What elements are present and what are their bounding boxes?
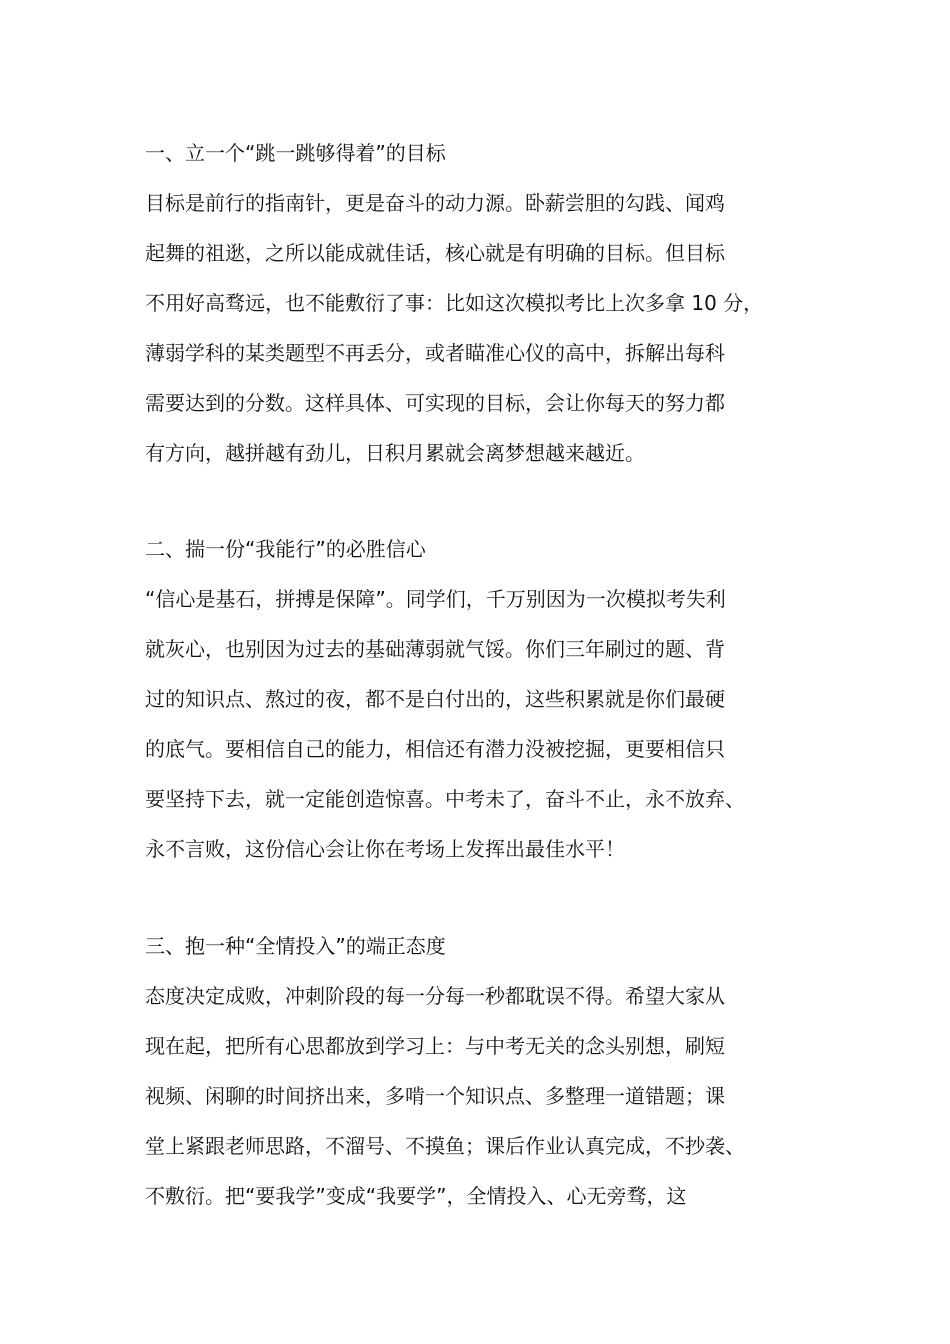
section-goal — [145, 128, 835, 478]
paragraph-line: 态度决定成败，冲刺阶段的每一分每一秒都耽误不得。希望大家从 — [145, 984, 725, 1008]
paragraph-line: 目标是前行的指南针，更是奋斗的动力源。卧薪尝胆的勾践、闻鸡 — [145, 191, 725, 215]
section-heading: 二、揣一份“我能行”的必胜信心 — [145, 537, 426, 561]
paragraph-line: 堂上紧跟老师思路，不溜号、不摸鱼；课后作业认真完成，不抄袭、 — [145, 1134, 745, 1158]
paragraph-line: 不用好高骛远，也不能敷衍了事：比如这次模拟考比上次多拿 10 分， — [145, 291, 764, 315]
section-attitude — [145, 921, 835, 1221]
paragraph-line: 起舞的祖逖，之所以能成就佳话，核心就是有明确的目标。但目标 — [145, 241, 725, 265]
paragraph-line: 永不言败，这份信心会让你在考场上发挥出最佳水平！ — [145, 837, 625, 861]
paragraph-line: 需要达到的分数。这样具体、可实现的目标，会让你每天的努力都 — [145, 391, 725, 415]
paragraph-line: 有方向，越拼越有劲儿，日积月累就会离梦想越来越近。 — [145, 441, 645, 465]
paragraph-line: 不敷衍。把“要我学”变成“我要学”，全情投入、心无旁骛，这 — [145, 1184, 687, 1208]
paragraph-line: 现在起，把所有心思都放到学习上：与中考无关的念头别想，刷短 — [145, 1034, 725, 1058]
paragraph-line: 视频、闲聊的时间挤出来，多啃一个知识点、多整理一道错题；课 — [145, 1084, 725, 1108]
section-heading: 三、抱一种“全情投入”的端正态度 — [145, 934, 446, 958]
section-heading: 一、立一个“跳一跳够得着”的目标 — [145, 141, 446, 165]
paragraph-line: 就灰心，也别因为过去的基础薄弱就气馁。你们三年刷过的题、背 — [145, 637, 725, 661]
section-confidence — [145, 524, 835, 874]
paragraph-line: “信心是基石，拼搏是保障”。同学们，千万别因为一次模拟考失利 — [145, 587, 726, 611]
paragraph-line: 要坚持下去，就一定能创造惊喜。中考未了，奋斗不止，永不放弃、 — [145, 787, 745, 811]
paragraph-line: 过的知识点、熬过的夜，都不是白付出的，这些积累就是你们最硬 — [145, 687, 725, 711]
paragraph-line: 薄弱学科的某类题型不再丢分，或者瞄准心仪的高中，拆解出每科 — [145, 341, 725, 365]
paragraph-line: 的底气。要相信自己的能力，相信还有潜力没被挖掘，更要相信只 — [145, 737, 725, 761]
